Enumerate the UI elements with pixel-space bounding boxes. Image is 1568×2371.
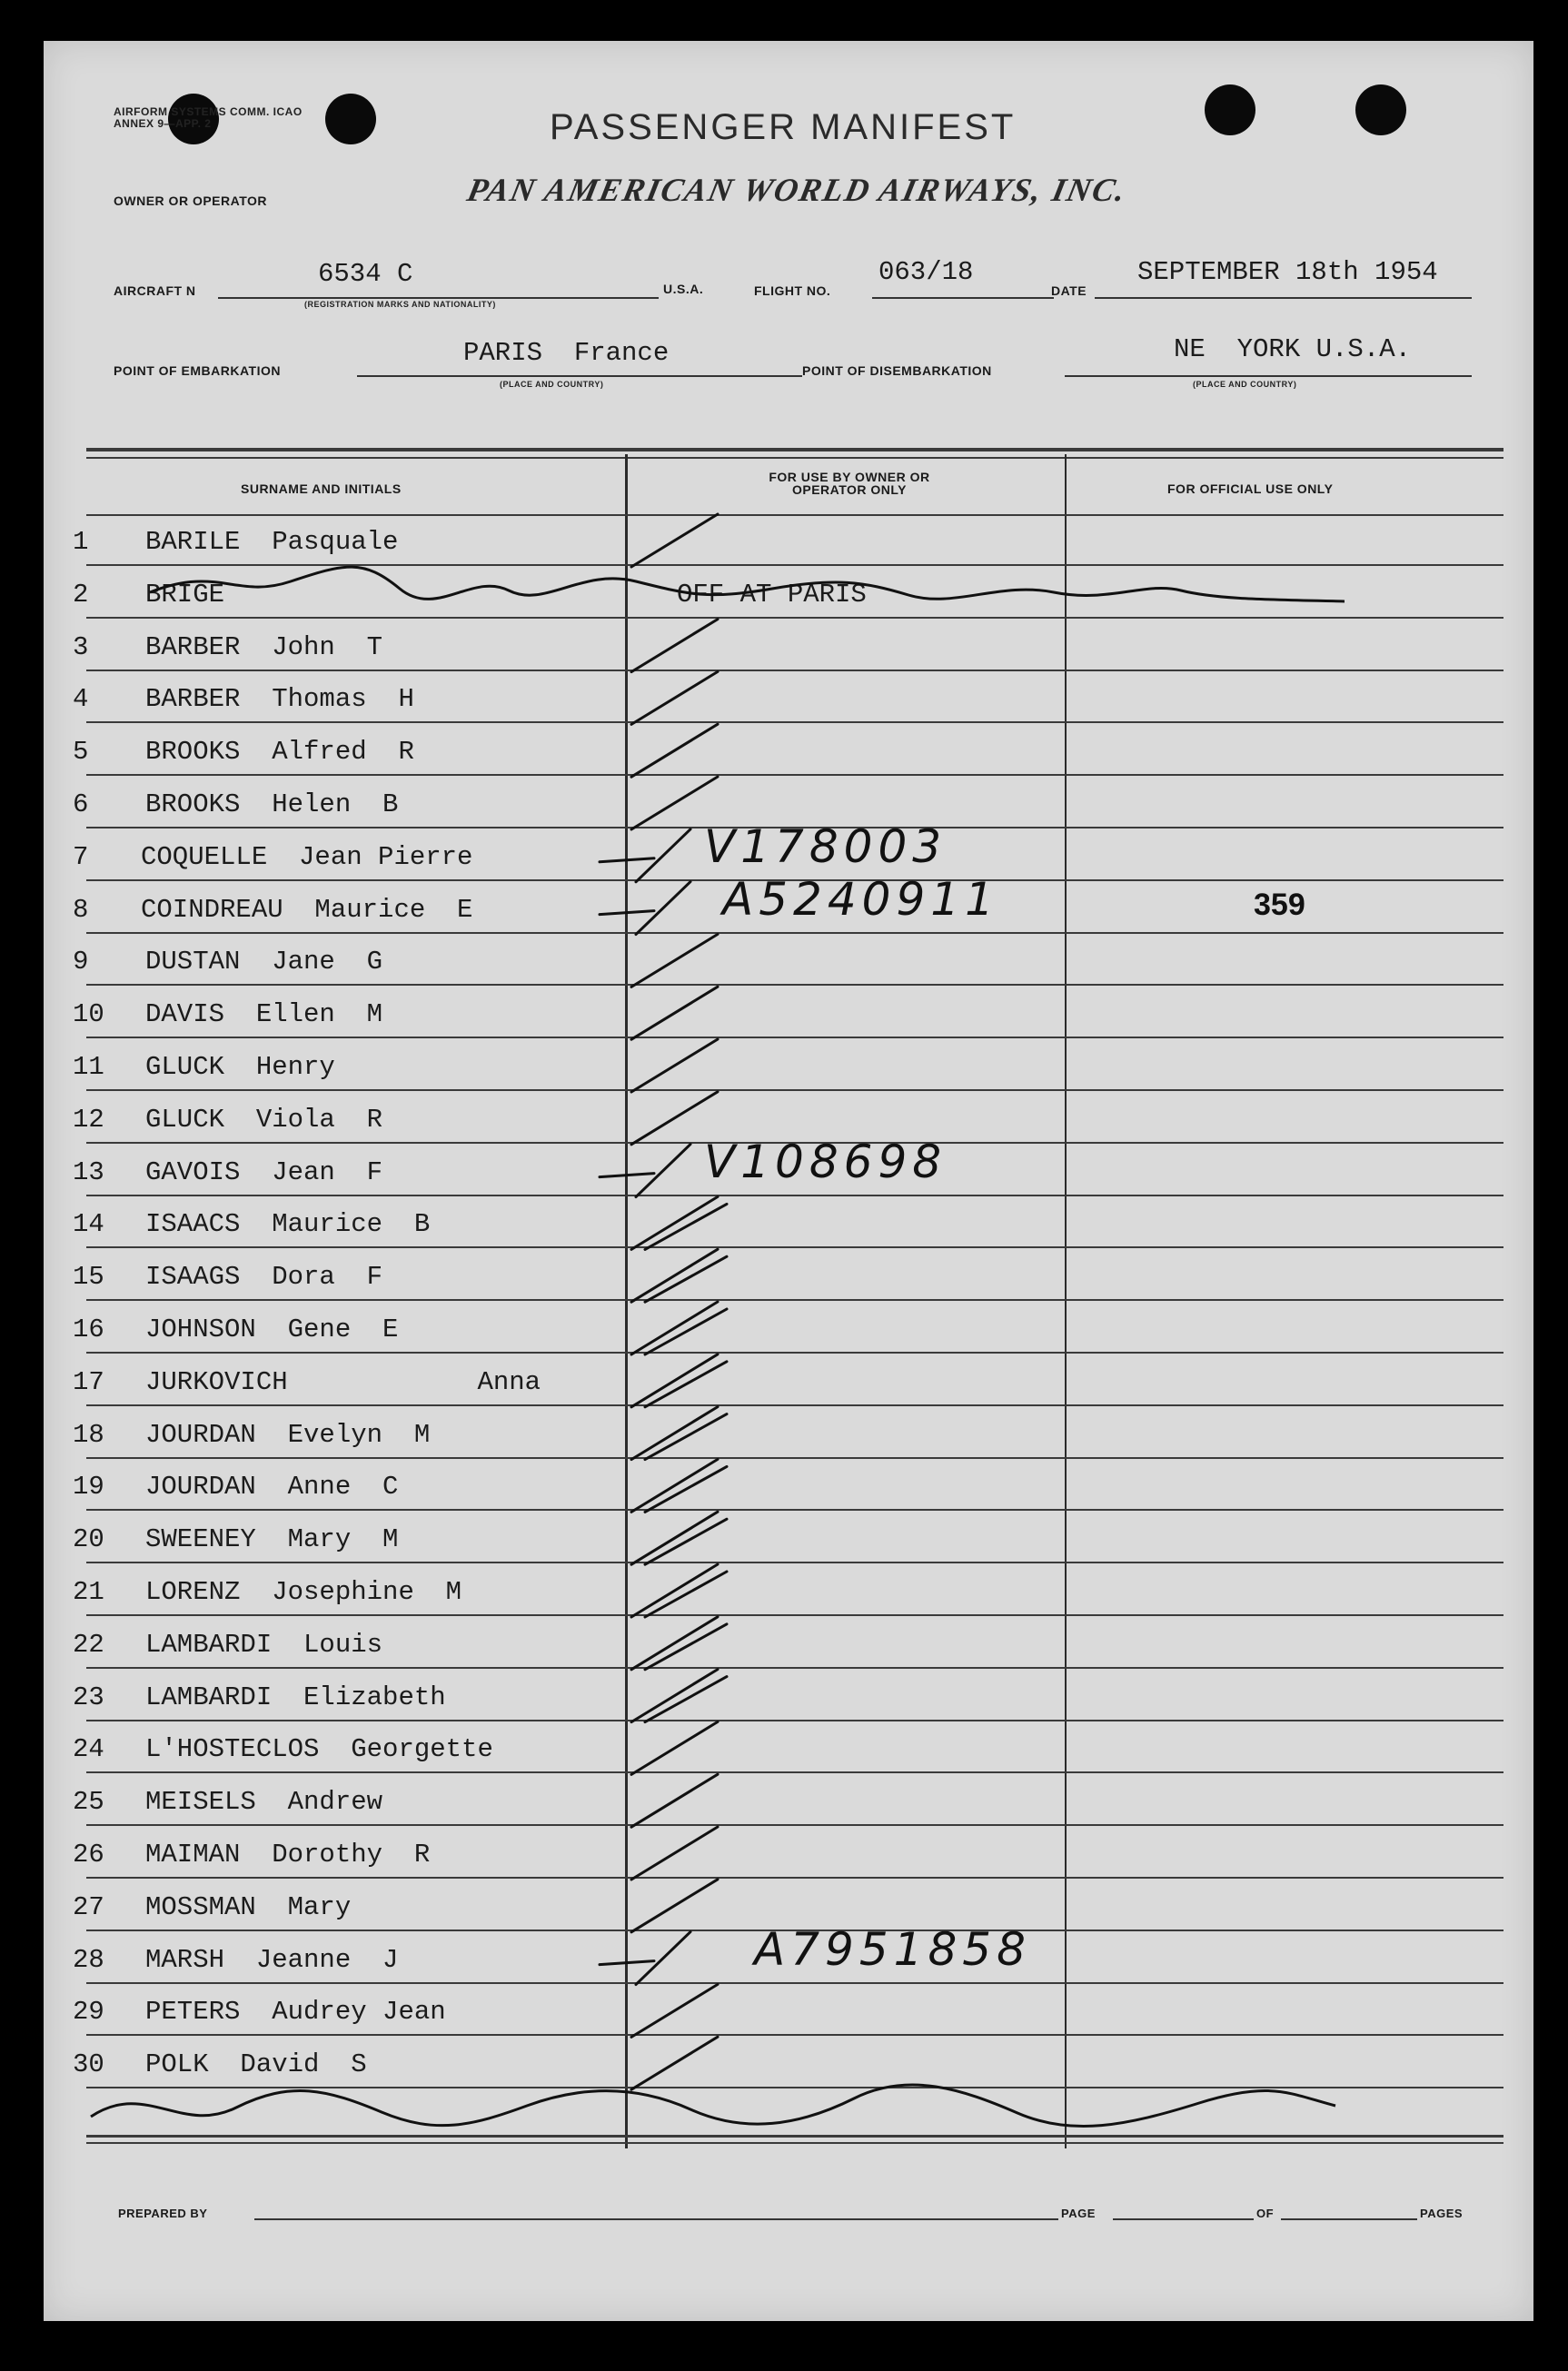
row-number: 19 — [73, 1472, 104, 1503]
passenger-name: ISAAGS Dora F — [145, 1262, 383, 1293]
row-number: 16 — [73, 1314, 104, 1344]
disembarkation-value: NE YORK U.S.A. — [1174, 334, 1412, 364]
passenger-name: JOHNSON Gene E — [145, 1314, 399, 1344]
check-mark — [631, 671, 718, 724]
passenger-name: BROOKS Helen B — [145, 789, 399, 819]
check-mark — [631, 1617, 727, 1670]
aircraft-sublabel: (REGISTRATION MARKS AND NATIONALITY) — [304, 300, 496, 309]
passenger-name: GLUCK Viola R — [145, 1104, 383, 1135]
row-number: 13 — [73, 1156, 104, 1187]
check-mark — [631, 1092, 718, 1145]
check-mark — [631, 620, 718, 672]
check-mark — [631, 1249, 727, 1302]
check-mark — [631, 1459, 727, 1512]
passenger-name: JURKOVICH Anna — [145, 1366, 541, 1397]
date-value: SEPTEMBER 18th 1954 — [1137, 257, 1438, 287]
footer-pages: PAGES — [1420, 2207, 1464, 2220]
passenger-name: BARBER John T — [145, 631, 383, 662]
row-number: 2 — [73, 579, 89, 610]
embarkation-label: POINT OF EMBARKATION — [114, 363, 281, 378]
check-mark — [631, 1774, 718, 1827]
end-of-list-wave — [91, 2085, 1335, 2127]
row-number: 5 — [73, 737, 89, 768]
footer-page: PAGE — [1061, 2207, 1096, 2220]
passenger-name: DUSTAN Jane G — [145, 947, 383, 977]
flight-label: FLIGHT NO. — [754, 283, 831, 298]
check-mark — [631, 1407, 727, 1460]
usa-label: U.S.A. — [663, 282, 704, 296]
row-number: 25 — [73, 1787, 104, 1818]
column-header-owner: FOR USE BY OWNER OR OPERATOR ONLY — [769, 470, 930, 497]
row-number: 29 — [73, 1997, 104, 2028]
column-header-official: FOR OFFICIAL USE ONLY — [1167, 481, 1334, 496]
passenger-name: L'HOSTECLOS Georgette — [145, 1734, 493, 1765]
embarkation-value: PARIS France — [463, 338, 670, 368]
check-mark — [631, 1721, 718, 1774]
row-number: 9 — [73, 947, 89, 977]
passenger-name: LAMBARDI Elizabeth — [145, 1682, 446, 1712]
row-number: 7 — [73, 841, 89, 872]
passenger-name: SWEENEY Mary M — [145, 1524, 399, 1555]
passenger-name: JOURDAN Evelyn M — [145, 1419, 431, 1450]
flight-value: 063/18 — [878, 257, 974, 287]
passenger-name: COINDREAU Maurice E — [141, 894, 473, 925]
passenger-name: GAVOIS Jean F — [145, 1156, 383, 1187]
strike-through-row-2 — [150, 567, 1345, 601]
check-mark — [600, 829, 690, 882]
check-mark — [631, 987, 718, 1039]
disembarkation-label: POINT OF DISEMBARKATION — [802, 363, 992, 378]
check-mark — [631, 1196, 727, 1249]
row-number: 6 — [73, 789, 89, 819]
handwritten-passport-number: V178003 — [704, 819, 948, 873]
disembarkation-sublabel: (PLACE AND COUNTRY) — [1193, 380, 1297, 389]
check-mark — [631, 1512, 727, 1564]
passenger-name: JOURDAN Anne C — [145, 1472, 399, 1503]
operator-name: PAN AMERICAN WORLD AIRWAYS, INC. — [463, 172, 1131, 208]
page-title: PASSENGER MANIFEST — [550, 107, 1017, 147]
passenger-name: ISAACS Maurice B — [145, 1209, 431, 1240]
check-mark — [631, 1354, 727, 1407]
check-mark — [631, 514, 718, 567]
passenger-name: PETERS Audrey Jean — [145, 1997, 446, 2028]
handwritten-passport-number: A7951858 — [754, 1922, 1031, 1976]
row-number: 18 — [73, 1419, 104, 1450]
check-mark — [631, 934, 718, 987]
date-label: DATE — [1051, 283, 1087, 298]
footer-prepared-by: PREPARED BY — [118, 2207, 208, 2220]
row-number: 22 — [73, 1629, 104, 1660]
row-number: 4 — [73, 684, 89, 715]
passenger-name: LORENZ Josephine M — [145, 1577, 462, 1607]
passenger-name: BARBER Thomas H — [145, 684, 414, 715]
passenger-name: BROOKS Alfred R — [145, 737, 414, 768]
aircraft-label: AIRCRAFT N — [114, 283, 196, 298]
row-number: 14 — [73, 1209, 104, 1240]
check-mark — [631, 1302, 727, 1354]
column-header-surname: SURNAME AND INITIALS — [241, 481, 402, 496]
passenger-name: DAVIS Ellen M — [145, 999, 383, 1030]
check-mark — [631, 777, 718, 829]
check-mark — [631, 1984, 718, 2037]
row-number: 3 — [73, 631, 89, 662]
row-number: 20 — [73, 1524, 104, 1555]
passenger-name: MOSSMAN Mary — [145, 1891, 352, 1922]
official-number: 359 — [1254, 887, 1305, 922]
check-mark — [631, 1827, 718, 1880]
check-mark — [631, 1880, 718, 1932]
passenger-name: MARSH Jeanne J — [145, 1944, 399, 1975]
check-mark — [600, 1932, 690, 1985]
passenger-name: POLK David S — [145, 2049, 367, 2080]
owner-label: OWNER OR OPERATOR — [114, 193, 267, 208]
row-number: 10 — [73, 999, 104, 1030]
check-mark — [600, 882, 690, 935]
row-number: 24 — [73, 1734, 104, 1765]
row-number: 8 — [73, 894, 89, 925]
row-number: 30 — [73, 2049, 104, 2080]
check-mark — [631, 1564, 727, 1617]
row-number: 27 — [73, 1891, 104, 1922]
row-number: 1 — [73, 527, 89, 557]
check-mark — [631, 1039, 718, 1092]
passenger-name: COQUELLE Jean Pierre — [141, 841, 473, 872]
row-number: 17 — [73, 1366, 104, 1397]
off-at-paris-note: OFF AT PARIS — [677, 579, 867, 610]
passenger-name: MEISELS Andrew — [145, 1787, 383, 1818]
embarkation-sublabel: (PLACE AND COUNTRY) — [500, 380, 604, 389]
handwritten-passport-number: A5240911 — [722, 872, 999, 926]
passenger-name: BARILE Pasquale — [145, 527, 399, 557]
handwritten-passport-number: V108698 — [704, 1135, 948, 1188]
row-number: 12 — [73, 1104, 104, 1135]
check-mark — [631, 1670, 727, 1722]
check-mark — [631, 724, 718, 777]
passenger-name: BRIGE — [145, 579, 225, 610]
passenger-name: GLUCK Henry — [145, 1052, 335, 1082]
form-reference: AIRFORM SYSTEMS COMM. ICAO ANNEX 9—APP. 2 — [114, 105, 303, 130]
row-number: 23 — [73, 1682, 104, 1712]
passenger-name: MAIMAN Dorothy R — [145, 1840, 431, 1870]
check-mark — [600, 1145, 690, 1197]
row-number: 28 — [73, 1944, 104, 1975]
footer-of: OF — [1256, 2207, 1275, 2220]
row-number: 26 — [73, 1840, 104, 1870]
row-number: 21 — [73, 1577, 104, 1607]
aircraft-value: 6534 C — [318, 259, 413, 289]
row-number: 11 — [73, 1052, 104, 1082]
passenger-name: LAMBARDI Louis — [145, 1629, 383, 1660]
check-mark — [631, 2037, 718, 2089]
row-number: 15 — [73, 1262, 104, 1293]
